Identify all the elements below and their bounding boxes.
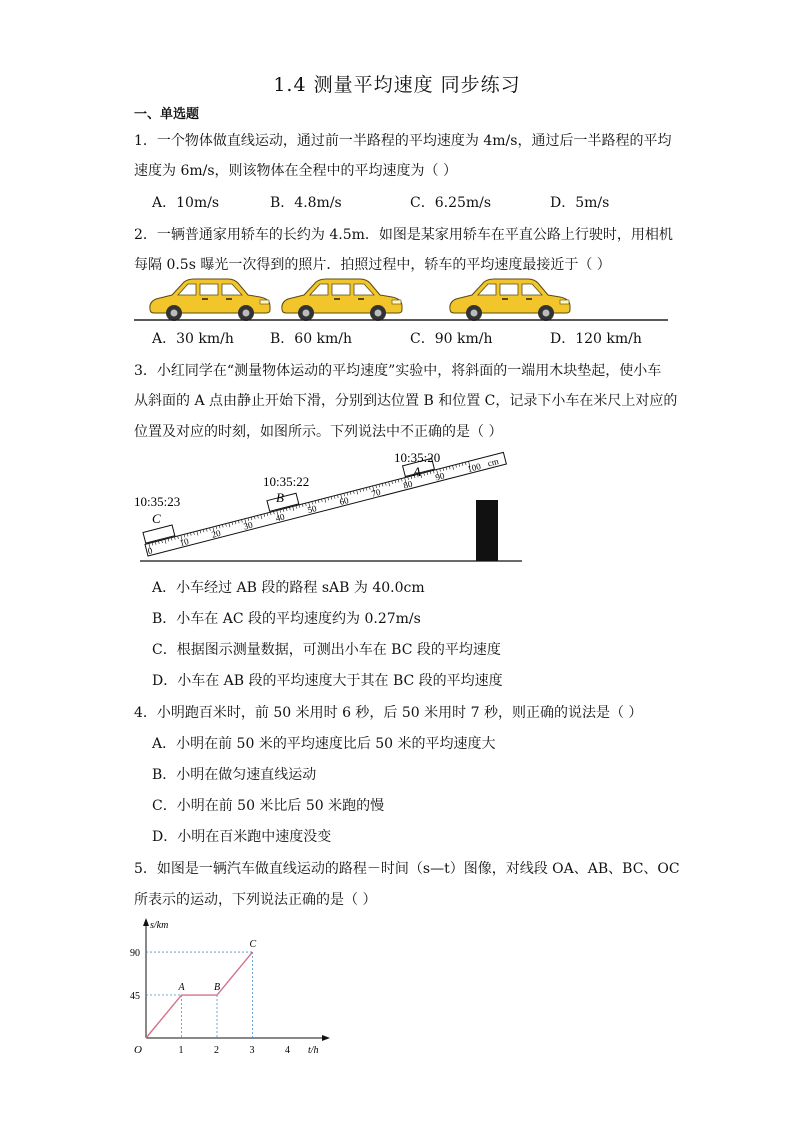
y-tick-label: 45 [130, 991, 140, 1003]
q2-option-d[interactable]: D．120 km/h [550, 331, 642, 347]
q3-option-b[interactable]: B．小车在 AC 段的平均速度约为 0.27m/s [152, 611, 421, 627]
ruler-tick-label: 60 [338, 495, 350, 507]
point-label-c: C [249, 939, 257, 951]
point-label-a: A [178, 982, 185, 994]
q3-line1: 3．小红同学在“测量物体运动的平均速度”实验中，将斜面的一端用木块垫起，使小车 [134, 363, 662, 379]
time-b: 10:35:22 [263, 474, 310, 489]
ruler-tick-label: 10 [178, 536, 190, 549]
label-a: A [413, 464, 421, 479]
q4-option-a[interactable]: A．小明在前 50 米的平均速度比后 50 米的平均速度大 [152, 736, 496, 752]
q4-option-d[interactable]: D．小明在百米跑中速度没变 [152, 829, 332, 845]
q3-line3: 位置及对应的时刻，如图所示。下列说法中不正确的是（ ） [134, 424, 503, 440]
label-c: C [152, 511, 161, 526]
page-title: 1.4 测量平均速度 同步练习 [273, 74, 521, 96]
x-tick-label: 2 [214, 1045, 219, 1056]
y-axis-arrow [143, 918, 149, 926]
x-axis-label: t/h [308, 1045, 319, 1056]
origin-label: O [134, 1044, 142, 1056]
ruler-unit: cm [486, 456, 500, 469]
support-block [476, 500, 498, 561]
q1-line2: 速度为 6m/s，则该物体在全程中的平均速度为（ ） [134, 163, 457, 179]
ruler-tick-label: 20 [210, 527, 222, 540]
q3-option-c[interactable]: C．根据图示测量数据，可测出小车在 BC 段的平均速度 [152, 642, 501, 658]
q1-options [152, 192, 652, 212]
incline-figure [130, 444, 530, 566]
ruler-tick-label: 80 [402, 478, 414, 491]
q1-option-c[interactable]: C．6.25m/s [410, 195, 492, 211]
q5-line1: 5．如图是一辆汽车做直线运动的路程－时间（s—t）图像，对线段 OA、AB、BC、OC [134, 861, 680, 877]
ruler-tick-label: 50 [306, 503, 318, 516]
q2-line2: 每隔 0.5s 曝光一次得到的照片．拍照过程中，轿车的平均速度最接近于（ ） [134, 257, 611, 273]
car-1 [150, 279, 270, 321]
car-3 [450, 279, 570, 321]
q2-option-c[interactable]: C．90 km/h [410, 331, 493, 347]
y-axis-label: s/km [150, 920, 169, 931]
q4-option-c[interactable]: C．小明在前 50 米比后 50 米跑的慢 [152, 798, 385, 814]
q5-line2: 所表示的运动，下列说法正确的是（ ） [134, 892, 377, 908]
time-a: 10:35:20 [394, 450, 441, 465]
q1-option-a[interactable]: A．10m/s [152, 195, 220, 211]
x-axis-arrow [322, 1035, 330, 1041]
ruler [145, 452, 506, 556]
label-b: B [276, 490, 284, 505]
q2-option-a[interactable]: A．30 km/h [152, 331, 234, 347]
ruler-tick-label: 0 [146, 545, 154, 557]
q3-option-d[interactable]: D．小车在 AB 段的平均速度大于其在 BC 段的平均速度 [152, 673, 503, 689]
section-heading: 一、单选题 [134, 107, 200, 122]
time-c: 10:35:23 [134, 494, 181, 509]
y-tick-label: 90 [130, 948, 140, 960]
q2-option-b[interactable]: B．60 km/h [270, 331, 353, 347]
point-label-b: B [214, 982, 221, 994]
x-tick-label: 1 [178, 1045, 184, 1056]
q4-line1: 4．小明跑百米时，前 50 米用时 6 秒，后 50 米用时 7 秒，则正确的说法是（ ） [134, 705, 643, 721]
car-2 [282, 279, 402, 321]
ruler-tick-label: 30 [242, 519, 254, 532]
x-tick-label: 4 [285, 1045, 290, 1056]
q3-option-a[interactable]: A．小车经过 AB 段的路程 sAB 为 40.0cm [152, 580, 425, 596]
st-graph [128, 912, 338, 1060]
st-line [146, 952, 253, 1038]
q1-option-d[interactable]: D．5m/s [550, 195, 610, 211]
ruler-tick-label: 70 [370, 486, 382, 499]
q2-line1: 2．一辆普通家用轿车的长约为 4.5m．如图是某家用轿车在平直公路上行驶时，用相机 [134, 227, 673, 243]
ruler-tick-label: 40 [274, 511, 286, 524]
q2-options [152, 328, 652, 348]
ruler-tick-label: 90 [434, 470, 446, 483]
q1-line1: 1．一个物体做直线运动，通过前一半路程的平均速度为 4m/s，通过后一半路程的平均 [134, 133, 672, 149]
q1-option-b[interactable]: B．4.8m/s [270, 195, 342, 211]
ruler-tick-label: 100 [466, 461, 482, 475]
x-tick-label: 3 [249, 1045, 255, 1056]
q3-line2: 从斜面的 A 点由静止开始下滑，分别到达位置 B 和位置 C，记录下小车在米尺上对应的 [134, 393, 678, 409]
q4-option-b[interactable]: B．小明在做匀速直线运动 [152, 767, 317, 783]
cars-figure [134, 276, 668, 322]
